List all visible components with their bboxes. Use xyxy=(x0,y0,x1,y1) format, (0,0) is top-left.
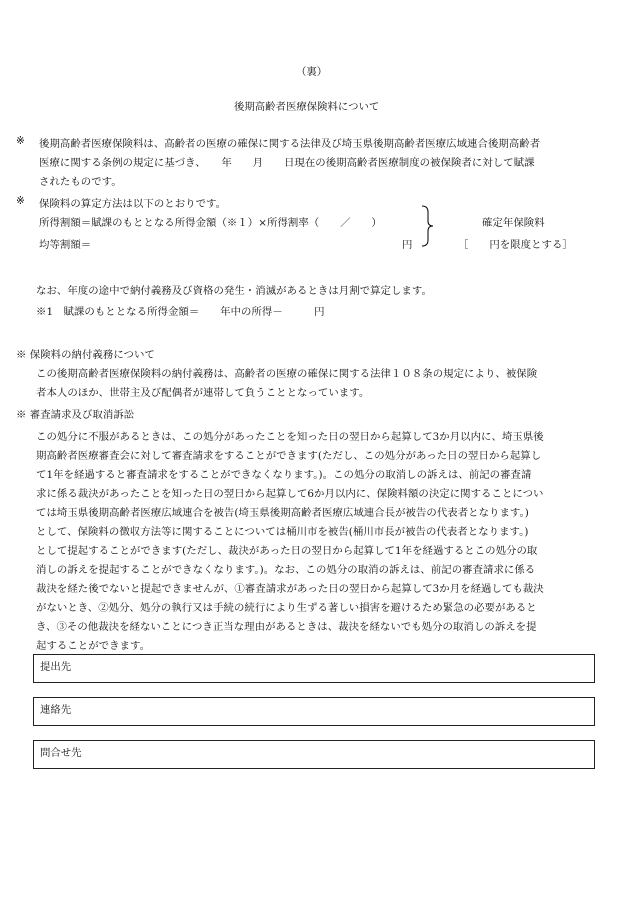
section1-line-1: 後期高齢者医療保険料は、高齢者の医療の確保に関する法律及び埼玉県後期高齢者医療広域連合後期高齢者 xyxy=(39,138,541,150)
calc-heading: 保険料の算定方法は以下のとおりです。 xyxy=(39,198,227,210)
yen-unit: 円 xyxy=(402,239,413,251)
contact-box xyxy=(33,697,595,726)
section1-line-2: 医療に関する条例の規定に基づき、 年 月 日現在の後期高齢者医療制度の被保険者に対して賦課 xyxy=(39,157,535,169)
appeal-line-8: 消しの訴えを提起することができなくなります。)。なお、この処分の取消の訴えは、前記の審査請求に係る xyxy=(36,564,536,576)
header-label: （裏） xyxy=(296,66,328,78)
appeal-heading: ※ 審査請求及び取消訴訟 xyxy=(16,409,135,421)
appeal-line-12: 起することができます。 xyxy=(36,640,151,652)
section1-line-3: されたものです。 xyxy=(39,176,122,188)
right-brace-icon xyxy=(420,205,434,247)
appeal-line-6: として、保険料の徴収方法等に関することについては桶川市を被告(桶川市長が被告の代表者となります。) xyxy=(36,526,529,538)
inquiry-box xyxy=(33,740,595,769)
page-title: 後期高齢者医療保険料について xyxy=(234,101,380,113)
inquiry-label: 問合せ先 xyxy=(40,747,82,759)
appeal-line-5: ては埼玉県後期高齢者医療広域連合を被告(埼玉県後期高齢者医療広域連合長が被告の代表者となります。) xyxy=(36,507,529,519)
equal-formula: 均等割額＝ xyxy=(39,239,92,251)
appeal-line-2: 期高齢者医療審査会に対して審査請求をすることができます(ただし、この処分があった日の翌日から起算し xyxy=(36,450,542,462)
appeal-line-7: として提起することができます(ただし、裁決があった日の翌日から起算して1年を経過するとこの処分の取 xyxy=(36,545,538,557)
appeal-line-1: この処分に不服があるときは、この処分があったことを知った日の翌日から起算して3か月以内に、埼玉県後 xyxy=(36,431,544,443)
income-formula: 所得割額＝賦課のもととなる所得金額（※１）×所得割率（ ／ ） xyxy=(39,217,382,229)
contact-label: 連絡先 xyxy=(40,704,72,716)
appeal-line-9: 裁決を経た後でないと提起できませんが、①審査請求があった日の翌日から起算して3か月を経過しても裁決 xyxy=(36,583,544,595)
payment-duty-line-1: この後期高齢者医療保険料の納付義務は、高齢者の医療の確保に関する法律１０８条の規定により、被保険 xyxy=(36,368,538,380)
asterisk-mark: ※ xyxy=(16,135,25,147)
prorate-note: なお、年度の途中で納付義務及び資格の発生・消滅があるときは月割で算定します。 xyxy=(36,285,432,297)
appeal-line-4: 求に係る裁決があったことを知った日の翌日から起算して6か月以内に、保険料額の決定に関することについ xyxy=(36,488,544,500)
confirmed-premium-label: 確定年保険料 xyxy=(482,217,545,229)
limit-label: ［ 円を限度とする］ xyxy=(458,239,573,251)
payment-duty-line-2: 者本人のほか、世帯主及び配偶者が連帯して負うこととなっています。 xyxy=(36,387,370,399)
appeal-line-10: がないとき、②処分、処分の執行又は手続の続行により生ずる著しい損害を避けるため緊急の必要があると xyxy=(36,602,537,614)
submit-to-label: 提出先 xyxy=(40,661,72,673)
submit-to-box xyxy=(33,654,595,683)
appeal-line-11: き、③その他裁決を経ないことにつき正当な理由があるときは、裁決を経ないでも処分の取消しの訴えを提 xyxy=(36,621,537,633)
income-footnote: ※1 賦課のもととなる所得金額＝ 年中の所得－ 円 xyxy=(36,306,325,318)
payment-duty-heading: ※ 保険料の納付義務について xyxy=(16,349,155,361)
appeal-line-3: て1年を経過すると審査請求をすることができなくなります。)。この処分の取消しの訴えは、前記の審査請 xyxy=(36,469,532,481)
asterisk-mark: ※ xyxy=(16,195,25,207)
